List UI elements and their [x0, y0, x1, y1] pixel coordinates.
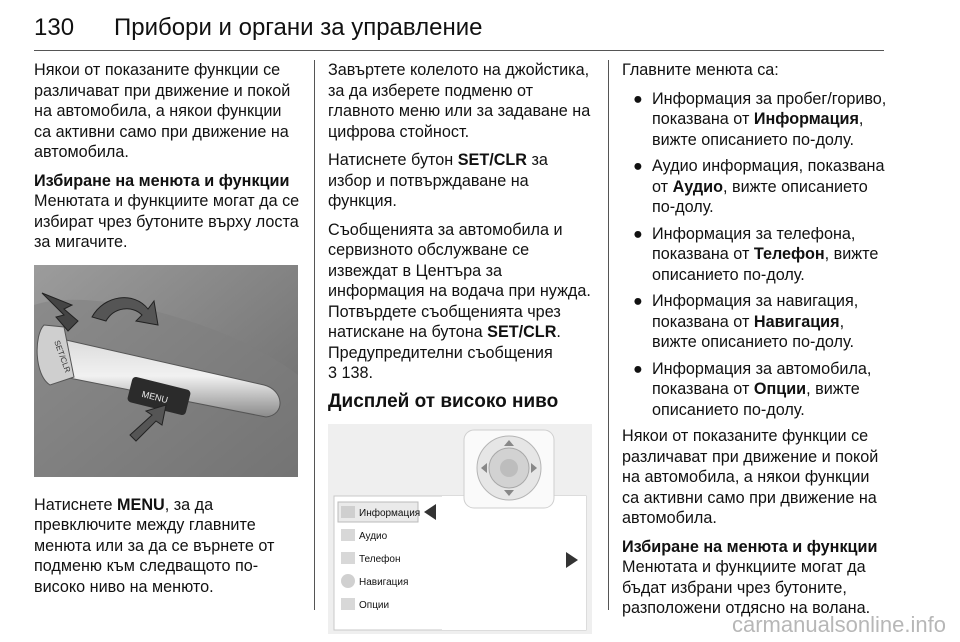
display-menu-item: Аудио — [359, 531, 388, 542]
menu-button-label: MENU — [140, 388, 169, 405]
section-heading: Дисплей от високо ниво — [328, 390, 559, 412]
paragraph: Някои от показаните функции се различават при движение и покой на автомобила, а някои функции са активни само при движение на автомобила. — [34, 61, 291, 161]
main-menu-list — [622, 89, 888, 421]
paragraph: Главните менюта са: — [622, 61, 779, 79]
page-header — [34, 14, 884, 54]
list-item: ● Аудио информация, показвана от Аудио, вижте описанието по-долу. — [633, 157, 885, 216]
display-menu-item: Навигация — [359, 577, 409, 588]
list-item: ● Информация за телефона, показвана от Телефон, вижте описанието по-долу. — [633, 224, 879, 284]
list-item: ● Информация за пробег/гориво, показвана от Информация, вижте описанието по-долу. — [633, 89, 887, 149]
column-divider — [608, 60, 609, 610]
column-1 — [34, 60, 300, 605]
header-rule — [34, 50, 884, 51]
display-menu-item: Информация — [359, 508, 421, 519]
display-menu-item: Опции — [359, 600, 390, 611]
list-item: ● Информация за автомобила, показвана от Опции, вижте описанието по-долу. — [633, 359, 872, 419]
phone-icon — [341, 552, 355, 564]
paragraph: Завъртете колелото на джойстика, за да изберете подменю от главното меню или за задаване на цифрова стойност. — [328, 61, 591, 141]
high-level-display-illustration — [328, 424, 592, 634]
paragraph: Натиснете бутон SET/CLR за избор и потвърждаване на функция. — [328, 151, 548, 210]
paragraph: Натиснете MENU, за да превключите между главните менюта или за да се върнете от подменю към следващото по-високо ниво на менюто. — [34, 495, 275, 596]
section-heading: Избиране на менюта и функции — [34, 171, 290, 190]
section-heading: Избиране на менюта и функции — [622, 537, 878, 556]
turn-signal-lever-illustration — [34, 265, 298, 477]
page-number: 130 — [34, 14, 75, 41]
page-reference: 3 138. — [328, 364, 374, 382]
paragraph: Някои от показаните функции се различават при движение и покой на автомобила, а някои функции са активни само при движение на автомобила. — [622, 427, 879, 527]
column-divider — [314, 60, 315, 610]
paragraph: Съобщенията за автомобила и сервизното обслужване се извеждат в Центъра за информация на водача при нужда. Потвърдете съобщенията чрез натискане на бутона SET/CLR. Предупредителни съобщения 3 138. — [328, 220, 591, 382]
paragraph: Менютата и функциите могат да се избират чрез бутоните върху лоста за мигачите. — [34, 192, 300, 251]
paragraph: Менютата и функциите могат да бъдат избрани чрез бутоните, разположени отдясно на волана. — [622, 558, 871, 617]
watermark: carmanualsonline.info — [731, 612, 946, 637]
display-menu-item: Телефон — [359, 554, 401, 565]
music-icon — [341, 529, 355, 541]
column-2 — [328, 60, 594, 634]
page-title: Прибори и органи за управление — [114, 14, 483, 41]
options-icon — [341, 598, 355, 610]
set-clr-label: SET/CLR — [52, 338, 73, 374]
column-3 — [622, 60, 888, 627]
info-icon — [341, 506, 355, 518]
list-item: ● Информация за навигация, показвана от Навигация, вижте описанието по-долу. — [633, 292, 859, 351]
navigation-icon — [341, 574, 355, 588]
